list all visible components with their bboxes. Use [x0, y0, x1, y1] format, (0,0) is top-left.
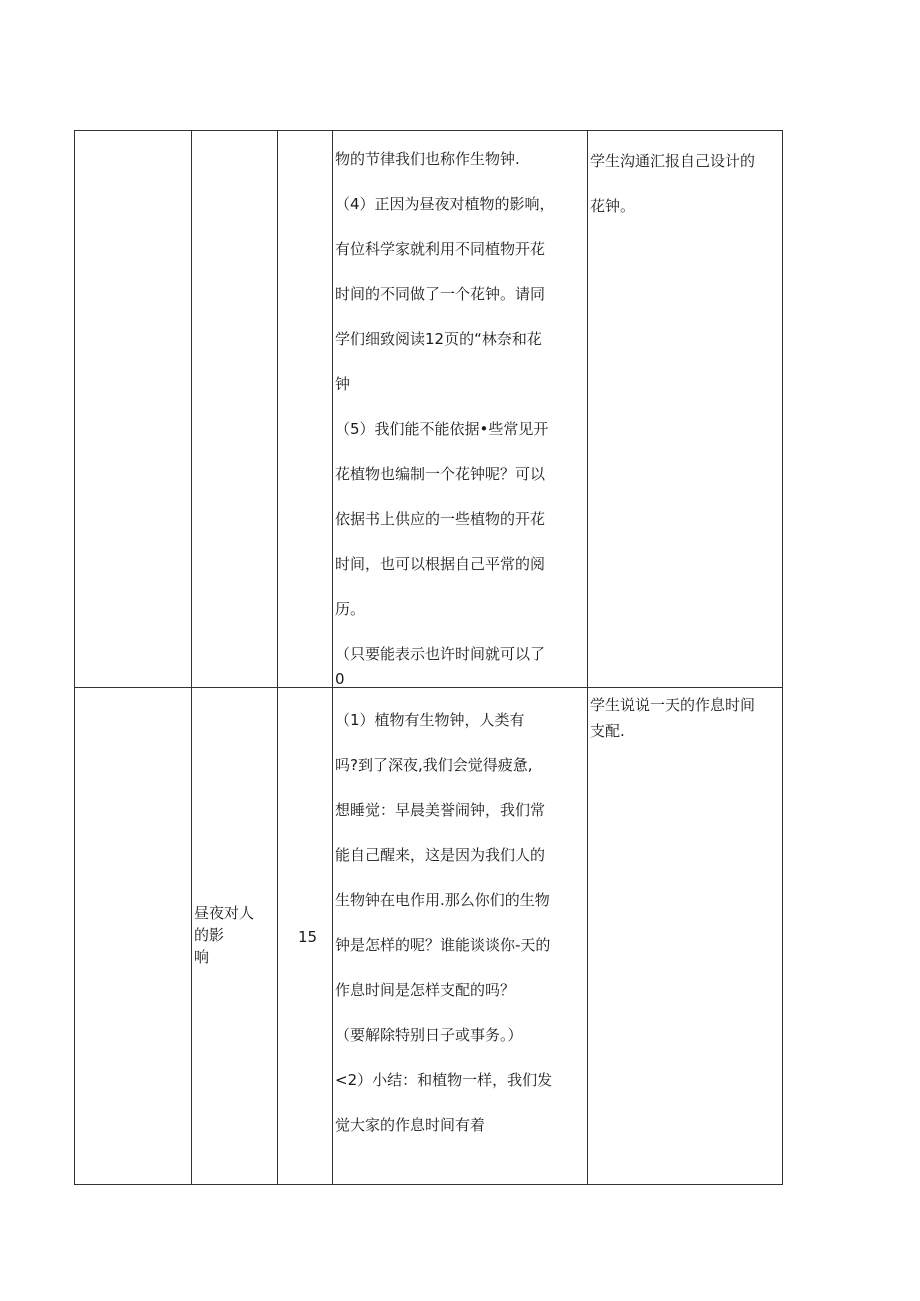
- text-line: 作息时间是怎样支配的吗？: [335, 981, 516, 999]
- text-line: 生物钟在电作用.那么你们的生物: [335, 891, 550, 909]
- text-line: 能自己醒来，这是因为我们人的: [335, 846, 546, 864]
- text-line: 想睡觉：早晨美誉闹钟，我们常: [335, 801, 546, 819]
- section-cell: [75, 688, 192, 1185]
- minutes-cell: [278, 688, 333, 1185]
- text-line: 钟是怎样的呢？谁能谈谈你-天的: [335, 936, 551, 954]
- text-line: 时间，也可以根据自己平常的阅: [335, 555, 546, 573]
- text-line: 学生说说一天的作息时间: [590, 696, 756, 714]
- text-line: 花钟。: [590, 197, 636, 215]
- lesson-table: [74, 130, 783, 1185]
- text-line: <2）小结：和植物一样，我们发: [335, 1071, 553, 1089]
- text-line: （要解除特别日子或事务。）: [335, 1026, 523, 1044]
- topic-text: [194, 902, 254, 968]
- teacher-activity-text: [335, 147, 587, 687]
- text-line: 的影: [194, 926, 225, 944]
- text-line: 昼夜对人: [194, 904, 255, 922]
- text-line: 响: [194, 948, 210, 966]
- text-line: 学生沟通汇报自己设计的: [590, 152, 756, 170]
- teacher-activity-cell: [333, 131, 588, 688]
- text-line: 吗?到了深夜,我们会觉得疲惫,: [335, 756, 533, 774]
- text-line: 学们细致阅读12页的“林奈和花: [335, 330, 542, 348]
- text-line: （只要能表示也许时间就可以了: [335, 645, 546, 663]
- minutes-cell: [278, 131, 333, 688]
- teacher-activity-cell: [333, 688, 588, 1185]
- text-line: （5）我们能不能依据•些常见开: [335, 420, 549, 438]
- text-line: 觉大家的作息时间有着: [335, 1116, 486, 1134]
- text-line: 物的节律我们也称作生物钟.: [335, 150, 520, 168]
- topic-cell: [192, 688, 278, 1185]
- table-row: [75, 131, 783, 688]
- text-line: 花植物也编制一个花钟呢？可以: [335, 465, 546, 483]
- student-activity-text: [590, 695, 782, 747]
- student-activity-cell: [588, 688, 783, 1185]
- student-activity-text: [590, 149, 782, 239]
- text-line: 时间的不同做了一个花钟。请同: [335, 285, 546, 303]
- minutes-value: 15: [298, 928, 318, 946]
- text-line: 支配.: [590, 722, 625, 740]
- table-row: [75, 688, 783, 1185]
- text-line: 历。: [335, 600, 366, 618]
- text-line: （1）植物有生物钟，人类有: [335, 711, 525, 729]
- text-line: 依据书上供应的一些植物的开花: [335, 510, 546, 528]
- student-activity-cell: [588, 131, 783, 688]
- text-line: 有位科学家就利用不同植物开花: [335, 240, 546, 258]
- text-line-clipped: 0: [335, 670, 345, 688]
- section-cell: [75, 131, 192, 688]
- text-line: 钟: [335, 375, 351, 393]
- teacher-activity-text: [335, 708, 587, 1158]
- topic-cell: [192, 131, 278, 688]
- text-line: （4）正因为昼夜对植物的影响，: [335, 195, 555, 213]
